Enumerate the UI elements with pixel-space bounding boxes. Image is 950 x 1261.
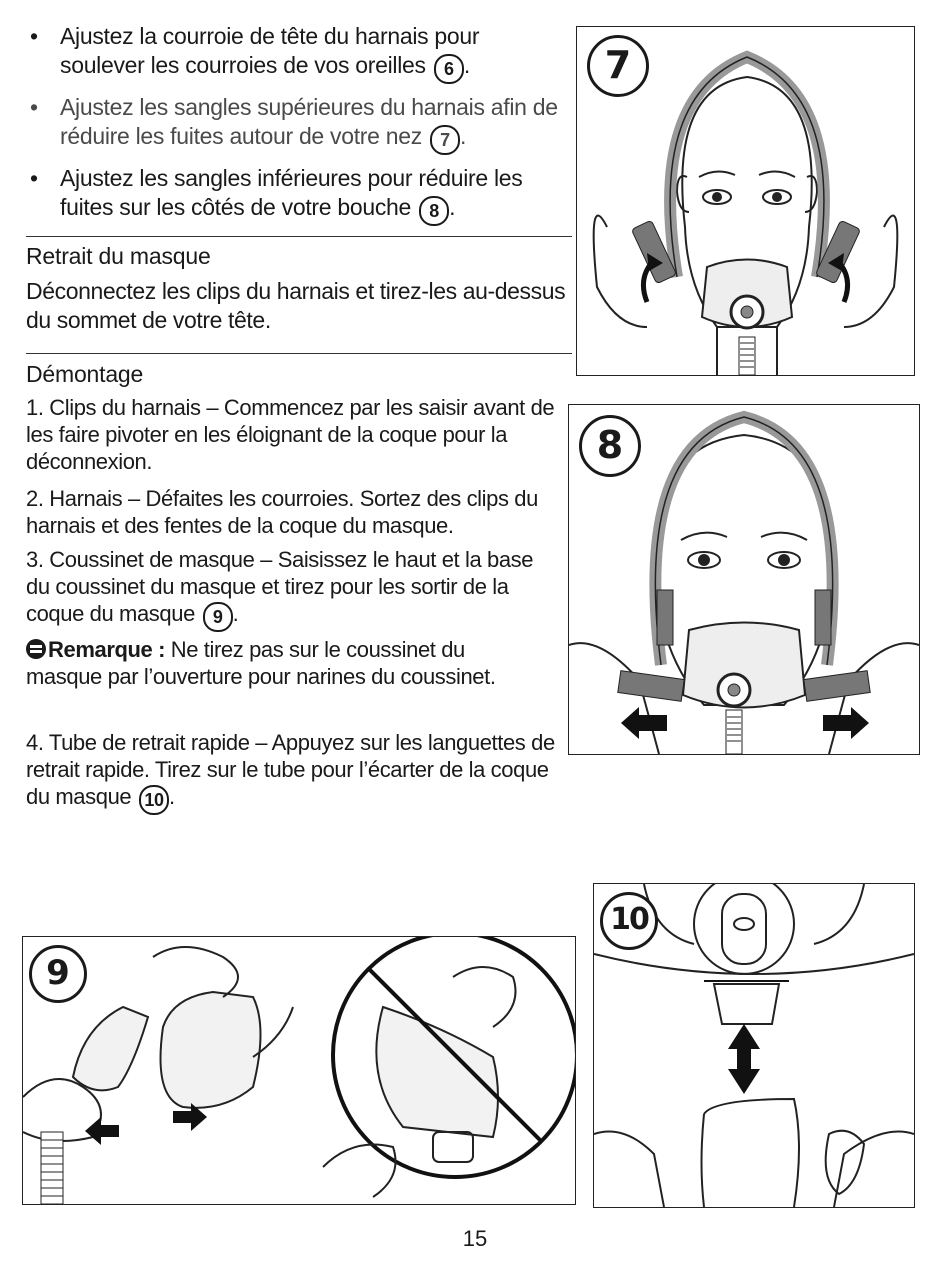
- figure-number-badge: 9: [29, 945, 87, 1003]
- step-quick-release-tube: 4. Tube de retrait rapide – Appuyez sur les languettes de retrait rapide. Tirez sur le tube pour l’écarter de la coque du masque 10 .: [26, 729, 561, 815]
- figure-ref-7: 7: [430, 125, 460, 155]
- note-icon: [26, 639, 46, 659]
- divider: [26, 236, 572, 237]
- divider: [26, 353, 572, 354]
- figure-ref-10: 10: [139, 785, 169, 815]
- figure-number-badge: 7: [587, 35, 649, 97]
- bullet-headband: • Ajustez la courroie de tête du harnais pour soulever les courroies de vos oreilles 6 .: [26, 22, 566, 84]
- figure-7-illustration: [576, 26, 915, 376]
- removal-text: Déconnectez les clips du harnais et tirez-les au-dessus du sommet de votre tête.: [26, 278, 566, 333]
- figure-number-badge: 10: [600, 892, 658, 950]
- step-harness: 2. Harnais – Défaites les courroies. Sortez des clips du harnais et des fentes de la coque du masque.: [26, 486, 538, 538]
- figure-number-badge: 8: [579, 415, 641, 477]
- note: Remarque : Ne tirez pas sur le coussinet du masque par l’ouverture pour narines du coussinet.: [26, 637, 496, 689]
- bullet-upper-straps: • Ajustez les sangles supérieures du harnais afin de réduire les fuites autour de votre nez 7 .: [26, 93, 566, 155]
- disassembly-heading: Démontage: [26, 361, 144, 387]
- step-cushion: 3. Coussinet de masque – Saisissez le haut et la base du coussinet du masque et tirez pour les sortir de la coque du masque 9 .: [26, 546, 561, 632]
- page-number: 15: [462, 1226, 488, 1251]
- figure-9-illustration: [22, 936, 576, 1205]
- figure-10-illustration: [593, 883, 915, 1208]
- cushion-removal-illustration: [23, 937, 575, 1204]
- note-label: Remarque :: [48, 637, 166, 662]
- removal-heading: Retrait du masque: [26, 243, 211, 269]
- step-harness-clips: 1. Clips du harnais – Commencez par les saisir avant de les faire pivoter en les éloignant de la coque pour la déconnexion.: [26, 395, 555, 474]
- adjustment-bullet-list: [26, 22, 566, 235]
- figure-ref-9: 9: [203, 602, 233, 632]
- figure-ref-6: 6: [434, 54, 464, 84]
- figure-ref-8: 8: [419, 196, 449, 226]
- figure-8-illustration: [568, 404, 920, 755]
- bullet-lower-straps: • Ajustez les sangles inférieures pour réduire les fuites sur les côtés de votre bouche 8 .: [26, 164, 566, 226]
